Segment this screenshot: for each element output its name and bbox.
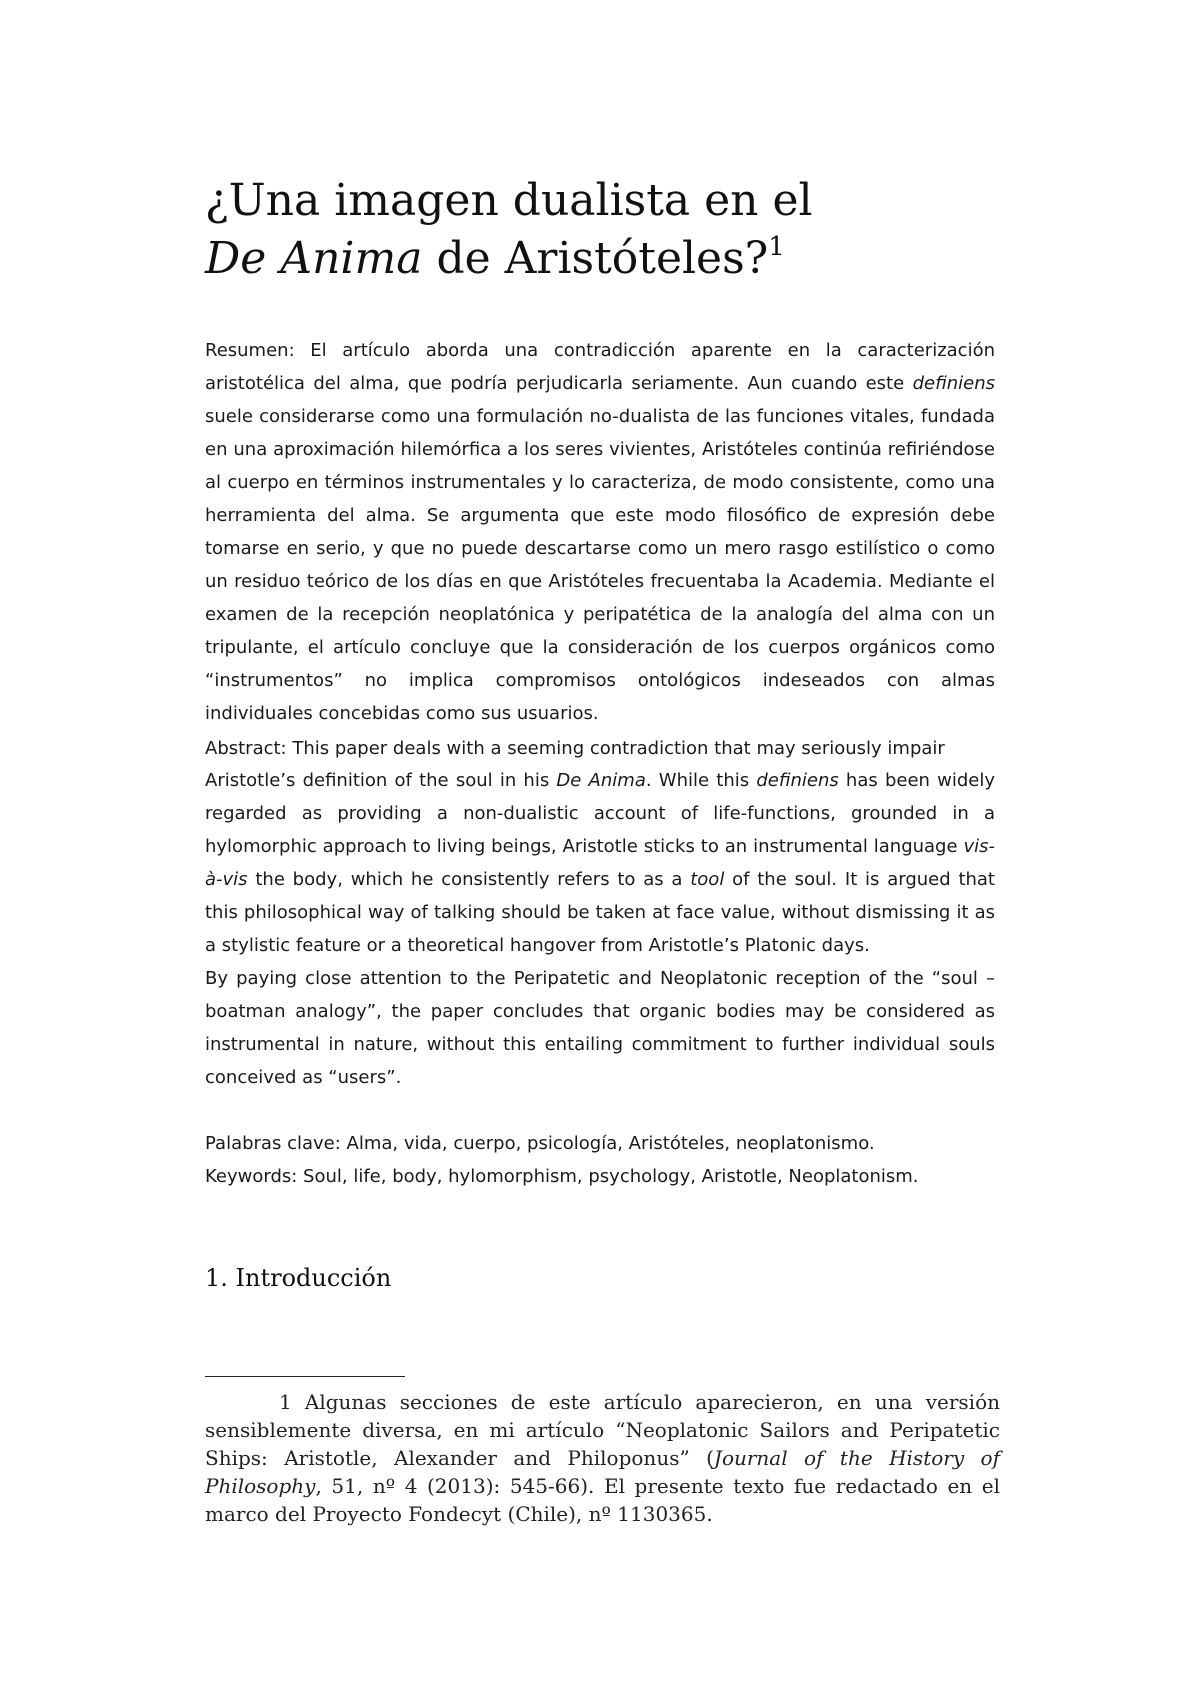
resumen-paragraph (205, 334, 995, 730)
abstract-italic-de-anima: De Anima (556, 770, 646, 791)
abstract-text-c: has been widely regarded as providing a non-dualistic account of life-functions, grounded in a hylomorphic approach to living beings, Aristotle sticks to an instrumental language (205, 770, 996, 857)
title-line-1: ¿Una imagen dualista en el (205, 175, 813, 226)
abstract-text-d: the body, which he consistently refers to as a (247, 869, 691, 890)
keywords: Keywords: Soul, life, body, hylomorphism, psychology, Aristotle, Neoplatonism. (205, 1166, 919, 1187)
abstract-italic-vis-a-vis: vis-à-vis (205, 836, 995, 890)
abstract-paragraph (205, 764, 995, 962)
footnote-italic-journal: Journal of the History of Philosophy (205, 1446, 1001, 1498)
article-title (205, 172, 1005, 288)
abstract-text-a: Aristotle’s definition of the soul in his (205, 770, 557, 791)
abstract-text-e: of the soul. It is argued that this philosophical way of talking should be taken at face value, without dismissing it as a stylistic feature or a theoretical hangover from Aristotle’s Platonic days. (205, 869, 995, 956)
abstract-second-paragraph: By paying close attention to the Peripatetic and Neoplatonic reception of the “soul – boatman analogy”, the paper concludes that organic bodies may be considered as instrumental in nature, without this entailing commitment to further individual souls conceived as “users”. (205, 968, 995, 1088)
footnote-divider (205, 1376, 405, 1377)
abstract-italic-definiens: definiens (756, 770, 839, 791)
resumen-text-b: suele considerarse como una formulación no-dualista de las funciones vitales, fundada en una aproximación hilemórfica a los seres vivientes, Aristóteles continúa refiriéndose al cuerpo en términos instrumentales y lo caracteriza, de modo consistente, como una herramienta del alma. Se argumenta que este modo filosófico de expresión debe tomarse en serio, y que no puede descartarse como un mero rasgo estilístico o como un residuo teórico de los días en que Aristóteles frecuentaba la Academia. Mediante el examen de la recepción neoplatónica y peripatética de la analogía del alma con un tripulante, el artículo concluye que la consideración de los cuerpos orgánicos como “instrumentos” no implica compromisos ontológicos indeseados con almas individuales concebidas como sus usuarios. (205, 406, 995, 724)
abstract-first-line: Abstract: This paper deals with a seeming contradiction that may seriously impair (205, 738, 945, 759)
footnote-1 (205, 1388, 1000, 1528)
abstract-italic-tool: tool (690, 869, 725, 890)
footnote-text-b: , 51, nº 4 (2013): 545-66). El presente texto fue redactado en el marco del Proyecto Fondecyt (Chile), nº 1130365. (205, 1474, 1000, 1526)
abstract-text-b: . While this (645, 770, 757, 791)
palabras-clave: Palabras clave: Alma, vida, cuerpo, psicología, Aristóteles, neoplatonismo. (205, 1133, 875, 1154)
footnote-text-a: 1 Algunas secciones de este artículo aparecieron, en una versión sensiblemente diversa, en mi artículo “Neoplatonic Sailors and Peripatetic Ships: Aristotle, Alexander and Philoponus” ( (205, 1390, 1000, 1470)
title-line-2: de Aristóteles? (422, 233, 769, 284)
resumen-text-a: Resumen: El artículo aborda una contradicción aparente en la caracterización aristotélica del alma, que podría perjudicarla seriamente. Aun cuando este (205, 340, 995, 394)
resumen-italic-definiens: definiens (912, 373, 995, 394)
title-italic-work: De Anima (205, 233, 423, 284)
section-heading-introduccion: 1. Introducción (205, 1264, 392, 1292)
title-footnote-marker[interactable]: 1 (768, 232, 785, 262)
